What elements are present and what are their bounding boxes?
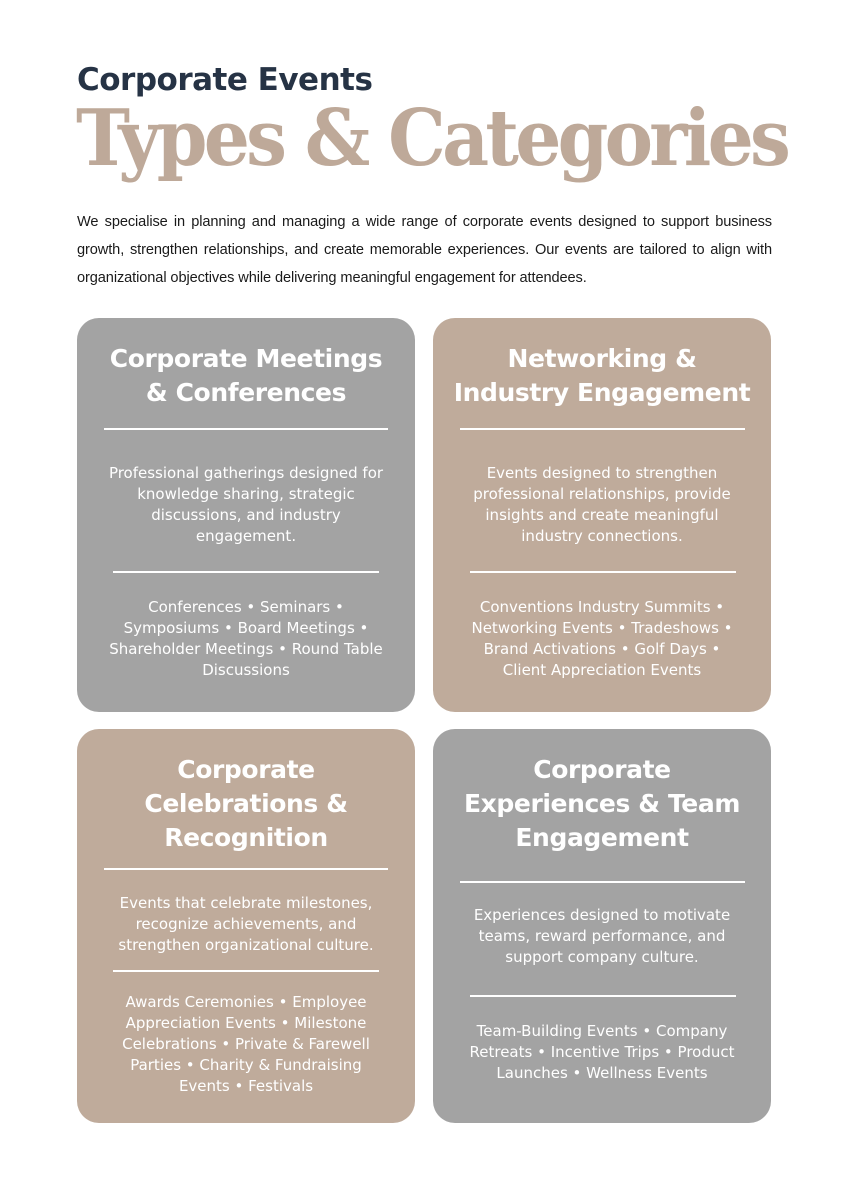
card-heading: Corporate Experiences & Team Engagement — [464, 755, 740, 852]
card-divider — [104, 868, 388, 870]
card-items: Awards Ceremonies • Employee Appreciation Events • Milestone Celebrations • Private & Farewell Parties • Charity & Fundraising Events • Festivals — [122, 993, 370, 1095]
card-divider — [460, 881, 745, 883]
card-divider — [113, 571, 379, 573]
card-divider — [104, 428, 388, 430]
intro-paragraph: We specialise in planning and managing a wide range of corporate events designed to support business growth, strengthen relationships, and create memorable experiences. Our events are tailored to align with organizational objectives while delivering meaningful engagement for attendees. — [77, 214, 772, 286]
card-experiences — [433, 729, 771, 1123]
card-networking — [433, 318, 771, 712]
card-divider — [113, 970, 379, 972]
page-title: Types & Categories — [76, 93, 788, 184]
card-items: Team-Building Events • Company Retreats • Incentive Trips • Product Launches • Wellness Events — [469, 1022, 735, 1082]
card-description: Events that celebrate milestones, recognize achievements, and strengthen organizational culture. — [118, 894, 374, 954]
card-description: Events designed to strengthen professional relationships, provide insights and create meaningful industry connections. — [473, 464, 731, 545]
card-divider — [470, 571, 736, 573]
card-divider — [470, 995, 736, 997]
card-description: Professional gatherings designed for knowledge sharing, strategic discussions, and industry engagement. — [108, 464, 384, 545]
card-heading: Corporate Celebrations & Recognition — [144, 755, 348, 852]
card-heading: Corporate Meetings & Conferences — [109, 344, 383, 407]
card-corporate-meetings — [77, 318, 415, 712]
card-celebrations — [77, 729, 415, 1123]
card-items: Conferences • Seminars • Symposiums • Board Meetings • Shareholder Meetings • Round Table Discussions — [109, 598, 383, 679]
eyebrow-heading: Corporate Events — [77, 62, 373, 98]
card-description: Experiences designed to motivate teams, reward performance, and support company culture. — [473, 906, 731, 966]
card-heading: Networking & Industry Engagement — [453, 344, 751, 407]
card-divider — [460, 428, 745, 430]
card-items: Conventions Industry Summits • Networking Events • Tradeshows • Brand Activations • Golf Days • Client Appreciation Events — [471, 598, 733, 679]
